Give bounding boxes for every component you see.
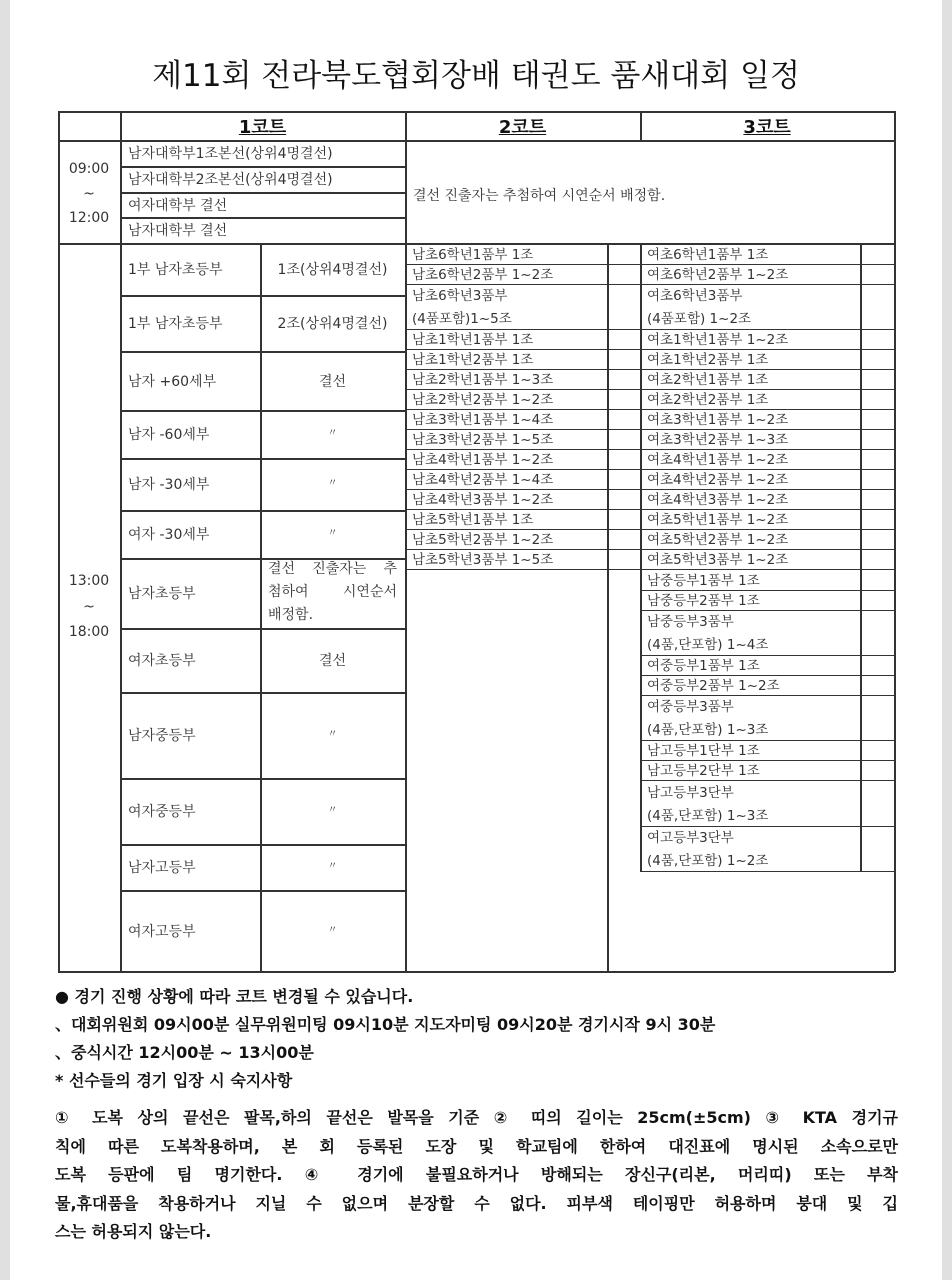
court2-entry: 남초6학년1품부 1조 <box>412 246 534 263</box>
court3-entry: (4품,단포함) 1~2조 <box>647 852 769 869</box>
court2-entry: 남초2학년2품부 1~2조 <box>412 392 554 408</box>
court1-division: 여자고등부 <box>128 923 196 940</box>
time-label: 09:00 <box>68 161 110 177</box>
court3-entry: 여초1학년2품부 1조 <box>647 352 769 368</box>
court1-division: 1부 남자초등부 <box>128 316 223 332</box>
table-rule <box>120 217 405 219</box>
court3-entry: 남중등부1품부 1조 <box>647 572 760 589</box>
table-rule <box>58 111 60 971</box>
court1-division: 1부 남자초등부 <box>128 262 223 278</box>
court1-division: 남자고등부 <box>128 860 196 876</box>
table-rule <box>120 458 405 460</box>
court3-entry: (4품,단포함) 1~4조 <box>647 636 769 653</box>
court2-entry: 남초6학년3품부 <box>412 288 508 305</box>
court1-detail: 〃 <box>327 729 338 740</box>
court3-entry: 여초3학년2품부 1~3조 <box>647 432 789 448</box>
time-label: 18:00 <box>68 624 110 640</box>
court3-entry: 남고등부1단부 1조 <box>647 743 760 759</box>
court3-entry: 여초1학년1품부 1~2조 <box>647 332 789 348</box>
notice-meeting-times: 、대회위원회 09시00분 실무위원미팅 09시10분 지도자미팅 09시20분 경기시작 9시 30분 <box>55 1015 716 1034</box>
table-rule <box>120 510 405 512</box>
court3-entry: 남고등부3단부 <box>647 784 734 801</box>
court1-division: 남자 -30세부 <box>128 477 210 493</box>
rules-line: 도복 등판에 팀 명기한다. ④ 경기에 불필요하거나 방해되는 장신구(리본, 머리띠) 또는 부착 <box>55 1165 898 1184</box>
table-rule <box>120 692 405 694</box>
time-label: 13:00 <box>68 573 110 589</box>
court1-division: 여자 -30세부 <box>128 527 210 543</box>
court3-entry: 여초4학년1품부 1~2조 <box>647 452 789 468</box>
court1-detail-line: 배정함. <box>268 607 314 623</box>
rules-line: 물,휴대품을 착용하거나 지닐 수 없으며 분장할 수 없다. 피부색 테이핑만 허용하며 붕대 및 깁 <box>55 1193 898 1213</box>
court1-detail: 〃 <box>327 428 338 439</box>
court2-entry: (4품포함)1~5조 <box>412 310 512 327</box>
court2-entry: 남초4학년2품부 1~4조 <box>412 472 554 488</box>
court1-division: 남자 -60세부 <box>128 427 210 443</box>
header-court3: 3코트 <box>743 117 791 138</box>
court1-detail: 결선 <box>318 653 347 669</box>
time-separator: ~ <box>83 599 95 615</box>
court3-entry: 여초4학년2품부 1~2조 <box>647 472 789 488</box>
court1-detail: 〃 <box>327 924 338 936</box>
court23-morning-note: 결선 진출자는 추첨하여 시연순서 배정함. <box>413 188 666 204</box>
table-rule <box>640 871 894 872</box>
rules-line: 칙에 따른 도복착용하며, 본 회 등록된 도장 및 학교팀에 한하여 대진표에 명시된 소속으로만 <box>55 1136 898 1156</box>
court3-entry: (4품포함) 1~2조 <box>647 310 752 327</box>
court3-entry: 여초4학년3품부 1~2조 <box>647 492 789 508</box>
court3-entry: 여초5학년3품부 1~2조 <box>647 552 789 568</box>
court3-entry: 여초6학년3품부 <box>647 288 743 305</box>
court1-detail: 〃 <box>327 478 338 489</box>
notice-lunch-time: 、중식시간 12시00분 ~ 13시00분 <box>55 1043 314 1062</box>
court1-detail-line: 첨하여 시연순서 <box>268 584 397 600</box>
court2-entry: 남초2학년1품부 1~3조 <box>412 372 554 388</box>
header-court1: 1코트 <box>238 117 287 138</box>
table-rule <box>120 778 405 780</box>
court1-morning-item: 남자대학부 결선 <box>128 223 228 239</box>
court2-entry: 남초6학년2품부 1~2조 <box>412 267 554 283</box>
notice-court-change: ● 경기 진행 상황에 따라 코트 변경될 수 있습니다. <box>55 987 414 1006</box>
time-separator: ~ <box>83 186 95 202</box>
table-rule <box>120 890 405 892</box>
court1-detail: 〃 <box>327 805 338 816</box>
table-rule <box>58 971 894 973</box>
court2-entry: 남초4학년1품부 1~2조 <box>412 452 554 468</box>
rules-line: 스는 허용되지 않는다. <box>55 1222 212 1241</box>
table-rule <box>120 351 405 353</box>
table-rule <box>120 410 405 412</box>
court1-division: 남자중등부 <box>128 728 196 744</box>
table-rule <box>58 140 894 142</box>
court1-detail: 2조(상위4명결선) <box>277 316 388 332</box>
court2-entry: 남초5학년2품부 1~2조 <box>412 532 554 548</box>
notice-rules-heading: * 선수들의 경기 입장 시 숙지사항 <box>55 1071 293 1090</box>
court1-division: 여자중등부 <box>128 804 196 820</box>
court3-entry: 여초5학년1품부 1~2조 <box>647 512 789 528</box>
court3-entry: 여초6학년2품부 1~2조 <box>647 267 789 283</box>
table-rule <box>120 166 405 168</box>
court3-divider <box>860 243 862 871</box>
table-rule <box>405 111 407 971</box>
table-rule <box>120 295 405 297</box>
court3-left-border <box>640 243 642 872</box>
court1-morning-item: 남자대학부1조본선(상위4명결선) <box>128 146 333 162</box>
header-court2: 2코트 <box>498 117 547 138</box>
rules-line: ① 도복 상의 끝선은 팔목,하의 끝선은 발목을 기준 ② 띠의 길이는 25cm(±5cm) ③ KTA 경기규 <box>55 1108 898 1127</box>
court3-entry: 여초5학년2품부 1~2조 <box>647 532 789 548</box>
court3-entry: 남중등부3품부 <box>647 614 734 631</box>
table-rule <box>120 844 405 846</box>
court2-divider <box>607 243 609 971</box>
court3-entry: 여초6학년1품부 1조 <box>647 246 769 263</box>
court1-division: 남자초등부 <box>128 586 196 602</box>
court3-entry: 여중등부1품부 1조 <box>647 658 760 674</box>
notes-section <box>55 983 900 1095</box>
table-rule <box>640 826 894 827</box>
court2-entry: 남초5학년1품부 1조 <box>412 512 534 528</box>
court3-entry: 남고등부2단부 1조 <box>647 763 760 779</box>
court2-entry: 남초5학년3품부 1~5조 <box>412 552 554 568</box>
court2-entry: 남초4학년3품부 1~2조 <box>412 492 554 508</box>
rules-paragraph <box>55 1104 898 1247</box>
court2-entry: 남초3학년2품부 1~5조 <box>412 432 554 448</box>
table-rule <box>120 111 122 971</box>
court3-entry: 여고등부3단부 <box>647 830 734 847</box>
court2-entry: 남초3학년1품부 1~4조 <box>412 412 554 428</box>
court2-entry: 남초1학년2품부 1조 <box>412 352 534 368</box>
court1-detail: 〃 <box>327 861 338 872</box>
court3-entry: 여중등부3품부 <box>647 699 734 716</box>
table-rule <box>120 192 405 194</box>
court2-entry: 남초1학년1품부 1조 <box>412 332 534 348</box>
table-rule <box>120 628 405 630</box>
time-label: 12:00 <box>68 210 110 226</box>
table-rule <box>894 111 896 972</box>
court3-entry: 여초2학년1품부 1조 <box>647 372 769 388</box>
page-title: 제11회 전라북도협회장배 태권도 품새대회 일정 <box>152 58 800 94</box>
court1-division: 남자 +60세부 <box>128 373 217 390</box>
court3-entry: (4품,단포함) 1~3조 <box>647 721 769 738</box>
court1-detail: 결선 <box>318 373 347 390</box>
court1-detail: 1조(상위4명결선) <box>277 262 388 278</box>
court1-morning-item: 남자대학부2조본선(상위4명결선) <box>128 172 333 188</box>
court3-entry: 남중등부2품부 1조 <box>647 593 760 609</box>
court1-detail: 〃 <box>327 528 338 539</box>
court1-detail-line: 결선 진출자는 추 <box>268 561 397 577</box>
court3-entry: 여중등부2품부 1~2조 <box>647 678 780 694</box>
court3-entry: 여초2학년2품부 1조 <box>647 392 769 408</box>
court3-entry: 여초3학년1품부 1~2조 <box>647 412 789 428</box>
court1-division: 여자초등부 <box>128 653 196 669</box>
court3-entry: (4품,단포함) 1~3조 <box>647 807 769 824</box>
court1-morning-item: 여자대학부 결선 <box>128 198 228 214</box>
